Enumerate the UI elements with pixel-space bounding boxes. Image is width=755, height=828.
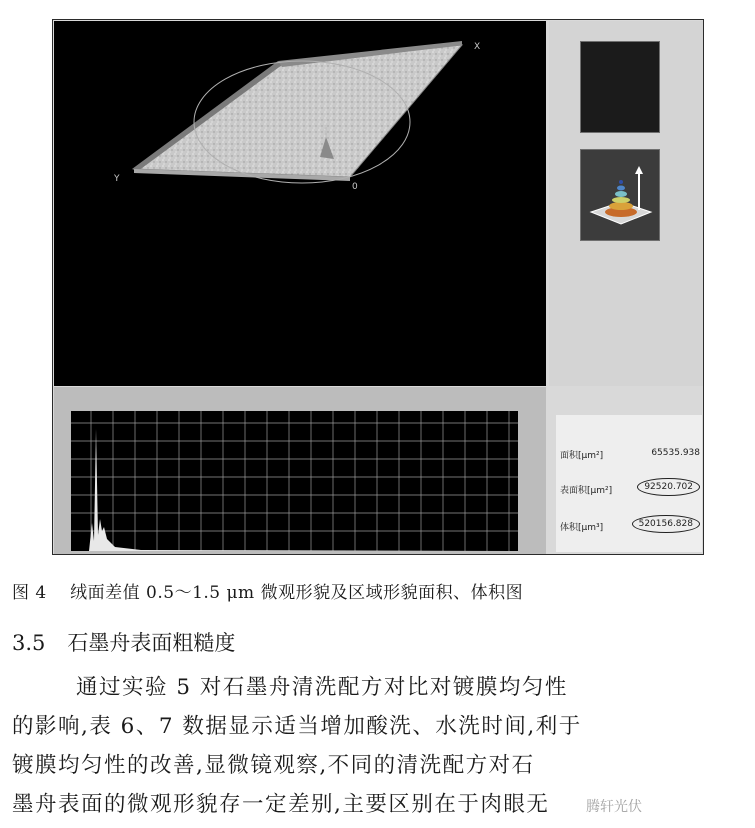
- surface-area-label: 表面积[μm²]: [560, 486, 613, 496]
- paragraph-line: 墨舟表面的微观形貌存一定差别,主要区别在于肉眼无: [12, 792, 550, 817]
- blank-view-button[interactable]: [580, 41, 660, 133]
- y-axis-label: Y: [114, 174, 120, 184]
- paragraph-line: 通过实验 5 对石墨舟清洗配方对比对镀膜均匀性: [76, 675, 568, 700]
- view-mode-panel: [549, 21, 703, 386]
- section-heading: [12, 627, 235, 657]
- volume-value: 520156.828: [632, 515, 700, 533]
- histogram-peak: [71, 429, 518, 551]
- figure-caption: 图 4 绒面差值 0.5～1.5 μm 微观形貌及区域形貌面积、体积图: [12, 583, 524, 603]
- area-label: 面积[μm²]: [560, 451, 604, 461]
- 3d-view-button[interactable]: [580, 149, 660, 241]
- surface-area-value: 92520.702: [637, 478, 700, 496]
- height-histogram-panel: [54, 387, 546, 554]
- volume-label: 体积[μm³]: [560, 523, 604, 533]
- region-statistics: [556, 415, 702, 552]
- section-number: 3.5: [12, 631, 46, 655]
- paragraph-line: 的影响,表 6、7 数据显示适当增加酸洗、水洗时间,利于: [12, 714, 582, 739]
- area-value: 65535.938: [651, 448, 700, 458]
- z-axis-label: Z: [322, 124, 329, 134]
- micro-morphology-figure: [52, 19, 704, 555]
- section-title: 石墨舟表面粗糙度: [67, 631, 236, 655]
- x-axis-label: X: [474, 42, 481, 52]
- paragraph-line: 镀膜均匀性的改善,显微镜观察,不同的清洗配方对石: [12, 753, 535, 778]
- watermark: 腾轩光伏: [586, 799, 642, 815]
- 3d-surface-view: [54, 21, 546, 386]
- origin-label: 0: [352, 182, 358, 192]
- height-histogram: [71, 411, 518, 551]
- surface-plot-svg: [54, 21, 546, 386]
- peak-3d-icon: [581, 150, 659, 240]
